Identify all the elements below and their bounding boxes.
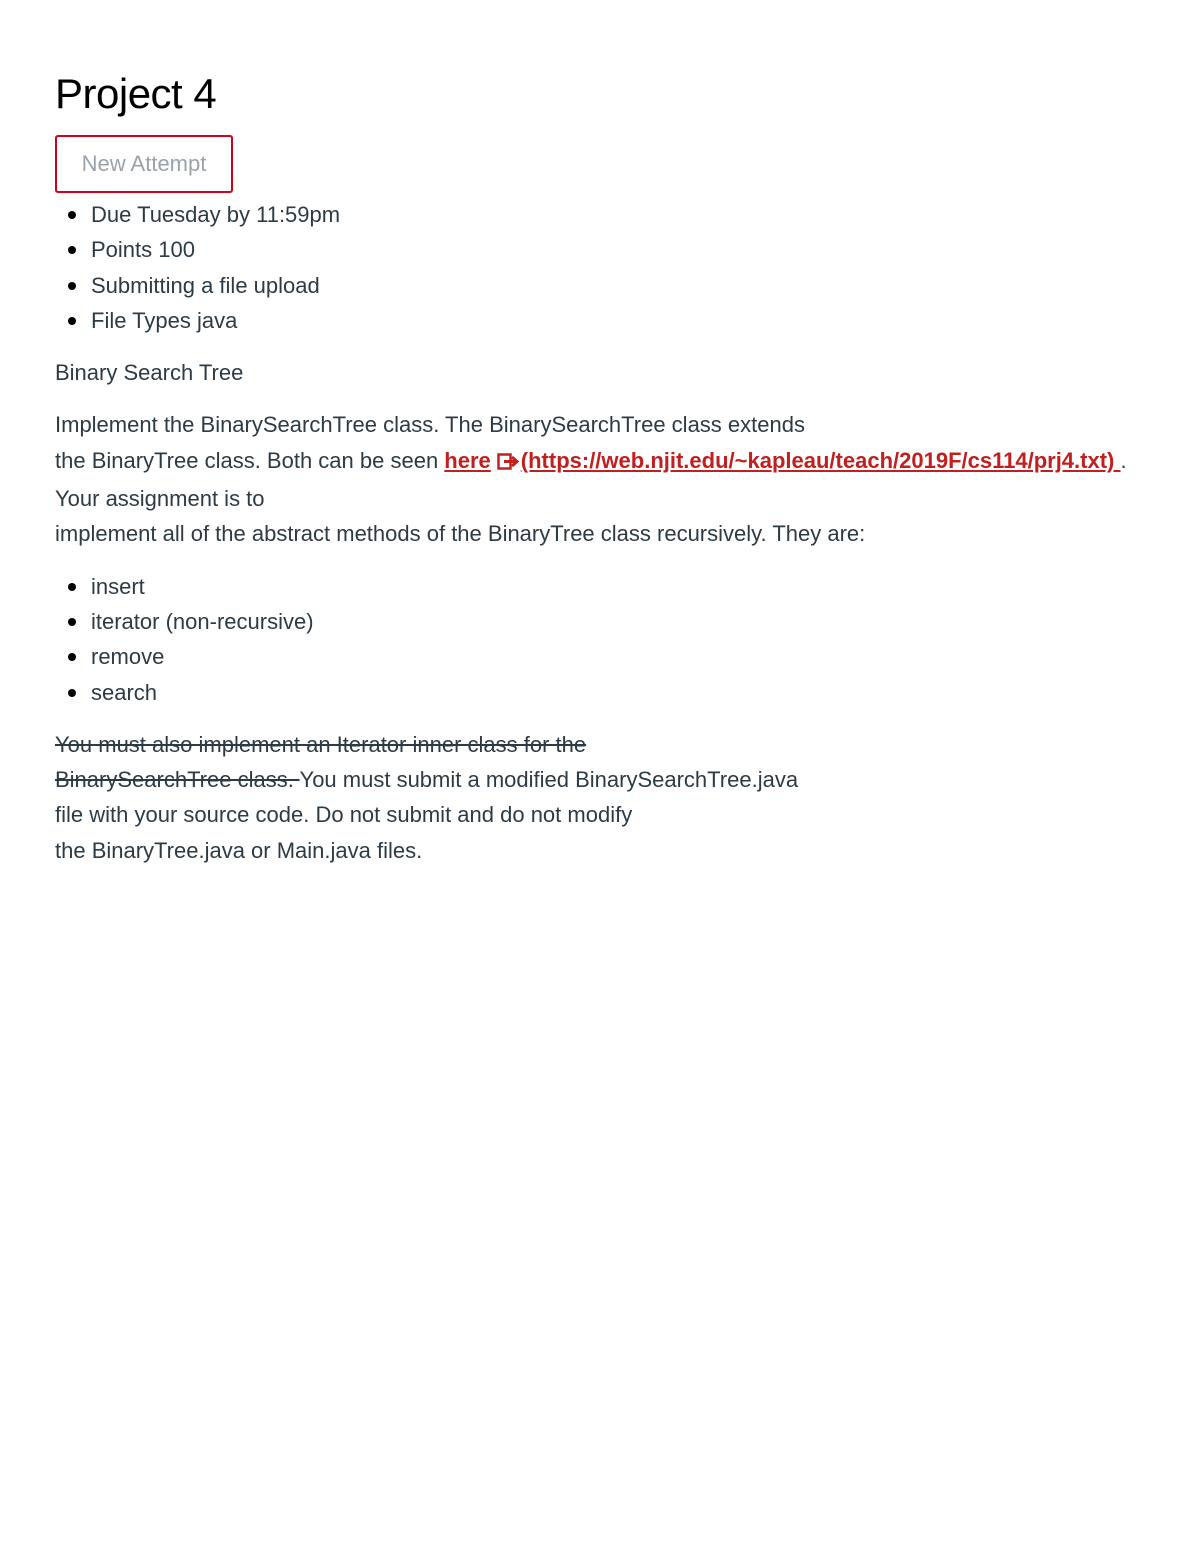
external-link-icon: [497, 446, 519, 481]
detail-file-types: [91, 303, 1175, 338]
closing-line-2: [55, 762, 1175, 797]
list-item: insert: [91, 569, 1175, 604]
closing-line-4: the BinaryTree.java or Main.java files.: [55, 837, 423, 863]
description-subtitle: Binary Search Tree: [55, 360, 244, 386]
external-link[interactable]: [444, 448, 1120, 473]
detail-due: [91, 197, 1175, 232]
assignment-details-list: [55, 197, 1175, 338]
detail-value: a file upload: [201, 272, 320, 298]
methods-list: [55, 569, 1175, 710]
description-intro: [55, 407, 1175, 551]
detail-label: Due: [91, 202, 132, 227]
list-item: iterator (non-recursive): [91, 604, 1175, 639]
struck-text: BinarySearchTree class.: [55, 767, 300, 793]
detail-label: File Types: [91, 307, 191, 333]
description-closing: [55, 727, 1175, 868]
detail-value: 100: [158, 237, 195, 263]
detail-value: Tuesday by 11:59pm: [137, 202, 341, 227]
intro-line-2-suffix: .: [1120, 447, 1127, 473]
page-title: Project 4: [55, 70, 217, 117]
new-attempt-button[interactable]: New Attempt: [55, 135, 233, 193]
list-item: remove: [91, 639, 1175, 674]
detail-value: java: [196, 307, 238, 333]
detail-label: Points: [91, 237, 153, 263]
closing-line-3: file with your source code. Do not submit and do not modify: [55, 802, 633, 828]
intro-line-4: implement all of the abstract methods of the BinaryTree class recursively. They are:: [55, 521, 866, 547]
struck-text: You must also implement an Iterator inner class for the: [55, 731, 587, 757]
list-item: search: [91, 675, 1175, 710]
intro-line-2: [55, 443, 1175, 481]
link-url-text: (https://web.njit.edu/~kapleau/teach/2019F/cs114/prj4.txt): [520, 447, 1121, 473]
intro-line-1: Implement the BinarySearchTree class. The BinarySearchTree class extends: [55, 412, 805, 438]
detail-submitting: [91, 268, 1175, 303]
detail-label: Submitting: [91, 272, 195, 298]
intro-line-3: Your assignment is to: [55, 486, 265, 512]
intro-line-2-prefix: the BinaryTree class. Both can be seen: [55, 447, 445, 473]
detail-points: [91, 232, 1175, 267]
closing-line-1: [55, 727, 1175, 762]
closing-line-2-rest: You must submit a modified BinarySearchTree.java: [299, 767, 799, 793]
link-text: here: [444, 447, 491, 473]
assignment-page: [55, 68, 1175, 868]
